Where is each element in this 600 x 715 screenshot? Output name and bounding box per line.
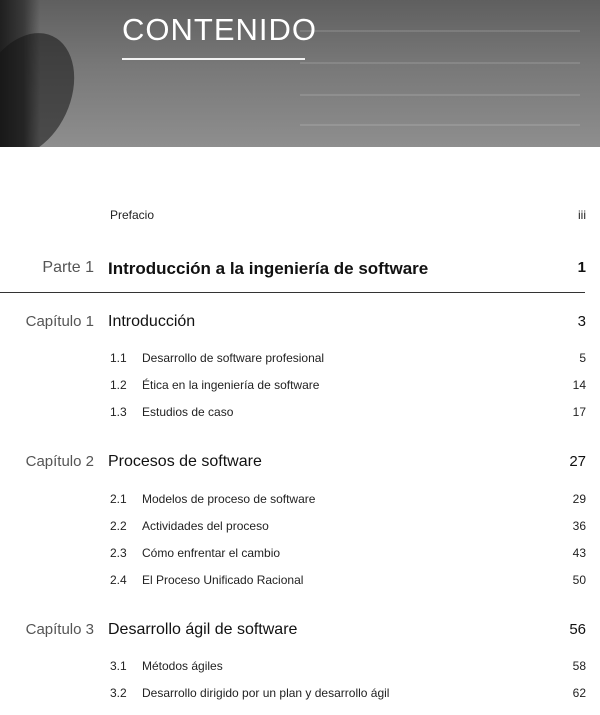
- section-title: Métodos ágiles: [142, 659, 223, 673]
- section-page: 5: [579, 351, 586, 365]
- chapter-page: 56: [569, 621, 586, 638]
- banner-ghost-line: [300, 94, 580, 96]
- section-page: 36: [572, 519, 586, 533]
- section-number: 2.2: [110, 519, 127, 533]
- section-title: Ética en la ingeniería de software: [142, 378, 320, 392]
- section-number: 1.3: [110, 405, 127, 419]
- section-title: Desarrollo dirigido por un plan y desarrollo ágil: [142, 686, 390, 700]
- section-page: 17: [572, 405, 586, 419]
- section-number: 1.1: [110, 351, 127, 365]
- part-page: 1: [577, 259, 586, 276]
- section-title: Desarrollo de software profesional: [142, 351, 325, 365]
- section-number: 3.2: [110, 686, 127, 700]
- chapter-title: Introducción: [108, 313, 196, 330]
- banner-ghost-line: [300, 30, 580, 32]
- banner-ghost-line: [300, 124, 580, 126]
- chapter-page: 3: [577, 313, 586, 330]
- section-title: Actividades del proceso: [142, 519, 269, 533]
- section-page: 43: [572, 546, 586, 560]
- part-number: Parte 1: [42, 259, 94, 276]
- section-title: El Proceso Unificado Racional: [142, 573, 304, 587]
- part-title: Introducción a la ingeniería de software: [108, 259, 429, 278]
- section-number: 3.1: [110, 659, 127, 673]
- part-divider: [0, 292, 585, 293]
- chapter-page: 27: [569, 453, 586, 470]
- section-page: 50: [572, 573, 586, 587]
- section-title: Modelos de proceso de software: [142, 492, 316, 506]
- section-number: 1.2: [110, 378, 127, 392]
- chapter-title: Desarrollo ágil de software: [108, 621, 298, 638]
- chapter-title: Procesos de software: [108, 453, 262, 470]
- title-underline: [122, 58, 305, 60]
- chapter-number: Capítulo 3: [25, 621, 94, 638]
- section-page: 14: [572, 378, 586, 392]
- section-page: 62: [572, 686, 586, 700]
- section-page: 58: [572, 659, 586, 673]
- section-number: 2.4: [110, 573, 127, 587]
- section-title: Estudios de caso: [142, 405, 234, 419]
- chapter-number: Capítulo 2: [25, 453, 94, 470]
- prefacio-label: Prefacio: [110, 208, 155, 222]
- section-number: 2.1: [110, 492, 127, 506]
- section-number: 2.3: [110, 546, 127, 560]
- section-page: 29: [572, 492, 586, 506]
- header-banner: [0, 0, 600, 147]
- section-title: Cómo enfrentar el cambio: [142, 546, 281, 560]
- banner-ghost-line: [300, 62, 580, 64]
- prefacio-page: iii: [578, 208, 586, 222]
- chapter-number: Capítulo 1: [25, 313, 94, 330]
- page-title: CONTENIDO: [122, 12, 317, 47]
